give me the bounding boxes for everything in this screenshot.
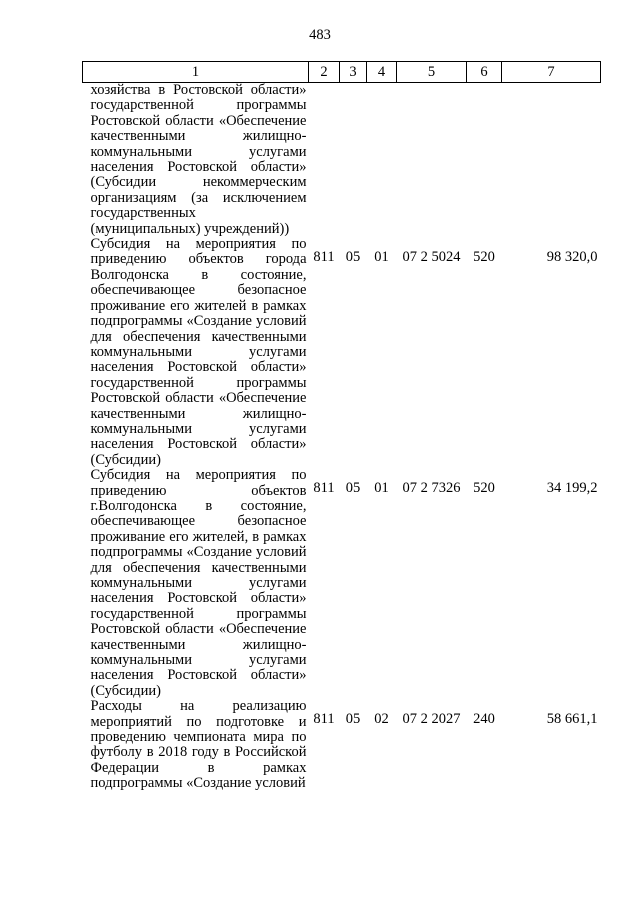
row-description: Субсидия на мероприятия по приведению объектов г.Волгодонска в состояние, обеспечивающее безопасное проживание его жителей, в рамках подпрограммы «Создание условий для обеспечения качественными коммунальными услугами населения Ростовской области» государственной программы Ростовской области «Обеспечение качественными жилищно-коммунальными услугами населения Ростовской области» (Субсидии) (90, 467, 307, 699)
row-expense-type: 520 (473, 249, 495, 266)
row-target-article: 07 2 7326 (402, 480, 461, 497)
row-section-code (340, 83, 367, 238)
row-section-code: 05 (345, 249, 361, 266)
row-amount: 58 661,1 (546, 711, 598, 728)
row-subsection-code (367, 83, 397, 238)
row-target-article: 07 2 5024 (402, 249, 461, 266)
row-expense-type: 240 (473, 711, 495, 728)
row-ministry-code: 811 (313, 711, 335, 728)
row-expense-type (467, 83, 502, 238)
column-header-1: 1 (83, 62, 309, 83)
row-amount (502, 83, 601, 238)
row-target-article: 07 2 2027 (402, 711, 461, 728)
table-header-row (83, 62, 601, 83)
column-header-5: 5 (397, 62, 467, 83)
row-subsection-code: 01 (374, 480, 389, 497)
table-row (83, 699, 601, 791)
table-row (83, 468, 601, 699)
row-section-code: 05 (345, 711, 361, 728)
column-header-2: 2 (309, 62, 340, 83)
row-amount: 98 320,0 (546, 249, 598, 266)
row-section-code: 05 (345, 480, 361, 497)
table-row (83, 237, 601, 468)
table-row (83, 83, 601, 238)
row-expense-type: 520 (473, 480, 495, 497)
row-subsection-code: 02 (374, 711, 389, 728)
row-ministry-code: 811 (313, 480, 335, 497)
budget-table (82, 61, 601, 792)
row-description: Расходы на реализацию мероприятий по подготовке и проведению чемпионата мира по футболу в 2018 году в Российской Федерации в рамках подпрограммы «Создание условий (90, 698, 307, 792)
row-amount: 34 199,2 (546, 480, 598, 497)
column-header-6: 6 (467, 62, 502, 83)
row-description: хозяйства в Ростовской области» государственной программы Ростовской области «Обеспечение качественными жилищно-коммунальными услугами населения Ростовской области» (Субсидии некоммерческим организациям (за исключением государственных (муниципальных) учреждений)) (90, 82, 307, 237)
row-target-article (397, 83, 467, 238)
row-ministry-code: 811 (313, 249, 335, 266)
row-subsection-code: 01 (374, 249, 389, 266)
column-header-4: 4 (367, 62, 397, 83)
column-header-3: 3 (340, 62, 367, 83)
page-number: 483 (309, 27, 331, 43)
column-header-7: 7 (502, 62, 601, 83)
row-ministry-code (309, 83, 340, 238)
row-description: Субсидия на мероприятия по приведению объектов города Волгодонска в состояние, обеспечивающее безопасное проживание его жителей в рамках подпрограммы «Создание условий для обеспечения качественными коммунальными услугами населения Ростовской области» государственной программы Ростовской области «Обеспечение качественными жилищно-коммунальными услугами населения Ростовской области» (Субсидии) (90, 236, 307, 468)
